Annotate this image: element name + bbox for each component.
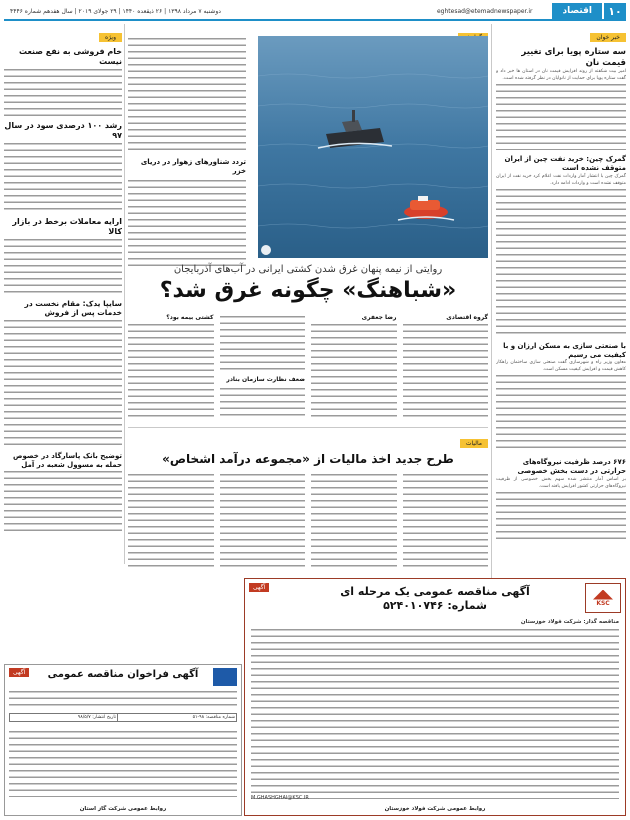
- shipwreck-illustration: [258, 36, 488, 258]
- headline-power-plants[interactable]: ۶۷۶ درصد ظرفیت نیروگاه‌های حرارتی در دست بخش خصوصی: [517, 458, 626, 475]
- text-bread-price: امیر بیت شکفته از روند افزایش قیمت نان در استان ها خبر داد و گفت ستاره پویا برای حمایت از نانوایان در نظر گرفته شده است.: [496, 69, 626, 82]
- headline-online-trading[interactable]: ارایه معاملات برخط در بازار کالا: [12, 217, 122, 236]
- headline-housing[interactable]: با صنعتی سازی به مسکن ارزان و با کیفیت می رسیم: [503, 341, 626, 359]
- page-header: [4, 3, 626, 21]
- subheading-caspian: تردد شناورهای زهوار در دریای خزر: [140, 158, 246, 175]
- headline-china-oil[interactable]: گمرک چین: خرید نفت چین از ایران متوقف نشده است: [504, 155, 626, 172]
- story-column: [403, 472, 489, 570]
- tax-headline[interactable]: طرح جدید اخذ مالیات از «مجموعه درآمد اشخاص»: [162, 452, 454, 466]
- company-logo-icon: [213, 668, 237, 686]
- body-text-block: [496, 490, 626, 540]
- special-column-left: [4, 24, 122, 564]
- shipwreck-photo: [258, 36, 488, 258]
- byline: گروه اقتصادی: [446, 314, 488, 321]
- ad-contact[interactable]: M.GHASHGHAI@KSC.IR: [251, 795, 309, 801]
- column-divider: [491, 24, 492, 584]
- section-name: اقتصاد: [552, 3, 602, 19]
- story-column: [128, 36, 246, 258]
- story-body: [128, 314, 488, 424]
- body-text-block: [496, 373, 626, 453]
- ksc-logo: KSC: [585, 583, 621, 613]
- story-column: [311, 314, 397, 424]
- text-power-plants: بر اساس آمار منتشر شده سهم بخش خصوصی از ظرفیت نیروگاه‌های حرارتی کشور افزایش یافته است.: [496, 476, 626, 489]
- ad-footer: روابط عمومی شرکت فولاد خوزستان: [384, 806, 486, 812]
- news-column-right: [496, 24, 626, 584]
- subheading-supervision: ضعف نظارت سازمان بنادر: [226, 376, 305, 383]
- byline-reza: رضا جعفری: [361, 314, 397, 321]
- table-cell: شماره مناقصه: ۹۸-۵۱: [118, 714, 237, 722]
- story-column: [311, 472, 397, 570]
- ad-title: آگهی فراخوان مناقصه عمومی: [47, 669, 199, 680]
- ad-title: آگهی مناقصه عمومی یک مرحله ای: [340, 585, 530, 598]
- kicker: روایتی از نیمه پنهان غرق شدن کشتی ایرانی در آب‌های آذربایجان: [173, 264, 443, 275]
- ad-tag: آگهی: [249, 583, 269, 592]
- text-housing: معاون وزیر راه و شهرسازی گفت صنعتی سازی ساختمان راهکار کاهش قیمت و افزایش کیفیت مسکن است.: [496, 360, 626, 373]
- story-column: [128, 472, 214, 570]
- ad-org: مناقصه گذار: شرکت فولاد خوزستان: [520, 619, 619, 625]
- subheading-insurance: کشتی بیمه بود؟: [166, 314, 214, 321]
- headline-raw-sales[interactable]: خام فروشی به نفع صنعت نیست: [19, 47, 122, 66]
- tax-story: [128, 430, 488, 570]
- camera-icon: [261, 245, 271, 255]
- ad-footer: روابط عمومی شرکت گاز استان: [79, 806, 167, 812]
- ad-tag: آگهی: [9, 668, 29, 677]
- page-number: ۱۰: [604, 3, 626, 19]
- tax-body: [128, 472, 488, 570]
- main-headline[interactable]: «شباهنگ» چگونه غرق شد؟: [159, 278, 457, 303]
- dateline: دوشنبه ۷ مرداد ۱۳۹۸ | ۲۶ ذیقعده ۱۴۴۰ | ۲۹ جولای ۲۰۱۹ | سال هفدهم شماره ۴۴۴۶: [10, 7, 221, 15]
- headline-bread-price[interactable]: سه ستاره پویا برای تغییر قیمت نان: [521, 47, 626, 68]
- story-column: [403, 314, 489, 424]
- ad-body: [251, 627, 619, 799]
- ksc-tender-ad: [244, 578, 626, 816]
- section-label: ویژه: [99, 33, 122, 42]
- headline-profit-growth[interactable]: رشد ۱۰۰ درصدی سود در سال ۹۷: [4, 121, 122, 140]
- ad-number: شماره: ۵۲۴۰۱۰۷۴۶: [383, 598, 487, 612]
- horizontal-rule: [128, 427, 488, 428]
- headline-block: [128, 264, 488, 305]
- story-column: [220, 472, 306, 570]
- story-column: [220, 314, 306, 424]
- text-china-oil: گمرک چین با انتشار آمار واردات نفت اعلام کرد خرید نفت از ایران متوقف نشده است و واردات ادامه دارد.: [496, 173, 626, 186]
- section-label: خبر خوان: [590, 33, 626, 42]
- public-tender-ad: [4, 664, 242, 816]
- story-column: [128, 314, 214, 424]
- column-divider: [124, 24, 125, 564]
- body-text-block: [496, 187, 626, 337]
- body-text-block: [496, 82, 626, 150]
- table-cell: تاریخ انتشار: ۹۸/۵/۷: [10, 714, 118, 722]
- ksc-logo-icon: [593, 590, 613, 600]
- story-label: مالیات: [460, 439, 488, 448]
- email-address[interactable]: eghtesad@etemadnewspaper.ir: [436, 7, 533, 15]
- ad-table: [9, 713, 237, 722]
- table-row: [10, 714, 237, 722]
- ad-body: [9, 729, 237, 797]
- headline-pasargad[interactable]: توضیح بانک پاسارگاد در خصوص حمله به مسوول شعبه در آمل: [13, 451, 122, 469]
- headline-saipa[interactable]: سایپا یدک: مقام نخست در خدمات پس از فروش: [24, 299, 122, 318]
- top-story: [128, 24, 488, 424]
